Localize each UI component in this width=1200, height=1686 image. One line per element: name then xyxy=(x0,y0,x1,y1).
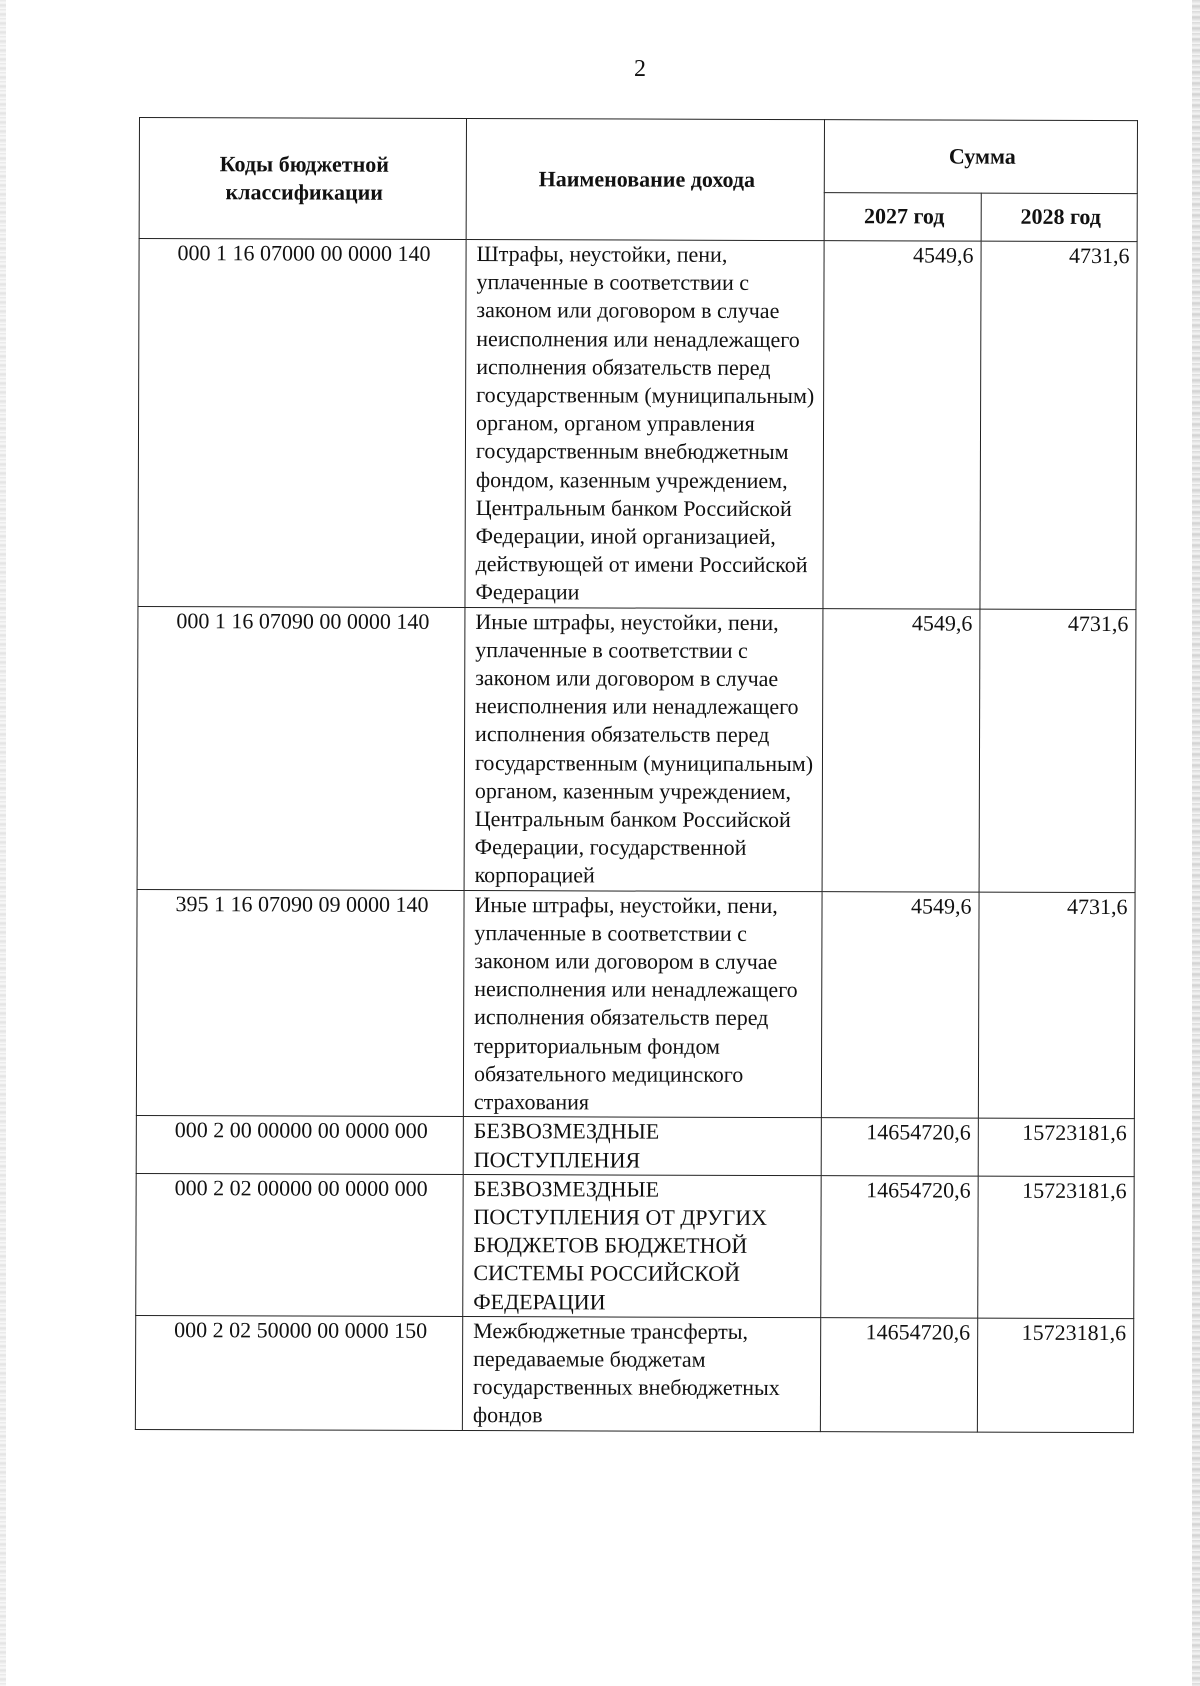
row-name: Иные штрафы, неустойки, пени, уплаченные в соответствии с законом или договором в случае неисполнения или ненадлежащего исполнения обязательств перед государственным (муниципальным) органом, казенным учреждением, Центральным банком Российской Федерации, государственной корпорацией xyxy=(464,607,823,891)
header-name: Наименование дохода xyxy=(466,119,824,241)
header-sum: Сумма xyxy=(824,120,1137,194)
row-sum-2027: 14654720,6 xyxy=(820,1317,977,1431)
table-row xyxy=(136,1173,1134,1318)
row-code: 000 2 02 50000 00 0000 150 xyxy=(135,1315,462,1430)
row-name: Штрафы, неустойки, пени, уплаченные в соответствии с законом или договором в случае неисполнения или ненадлежащего исполнения обязательств перед государственным (муниципальным) органом, органом управления государственным внебюджетным фондом, казенным учреждением, Центральным банком Российской Федерации, иной организацией, действующей от имени Российской Федерации xyxy=(465,240,824,609)
budget-revenue-table xyxy=(135,117,1138,1433)
scan-edge-left xyxy=(0,0,6,1686)
row-name: БЕЗВОЗМЕЗДНЫЕ ПОСТУПЛЕНИЯ ОТ ДРУГИХ БЮДЖЕТОВ БЮДЖЕТНОЙ СИСТЕМЫ РОССИЙСКОЙ ФЕДЕРАЦИИ xyxy=(463,1174,821,1317)
row-sum-2027: 14654720,6 xyxy=(821,1175,978,1318)
scan-edge-right xyxy=(1192,0,1200,1686)
row-sum-2027: 4549,6 xyxy=(822,608,980,892)
row-code: 395 1 16 07090 09 0000 140 xyxy=(136,889,464,1117)
row-name: Иные штрафы, неустойки, пени, уплаченные в соответствии с законом или договором в случае неисполнения или ненадлежащего исполнения обязательств перед территориальным фондом обязательного медицинского страхования xyxy=(463,890,822,1118)
row-code: 000 2 00 00000 00 0000 000 xyxy=(136,1116,463,1174)
row-sum-2027: 14654720,6 xyxy=(821,1118,978,1176)
row-sum-2028: 4731,6 xyxy=(980,241,1137,609)
table-row xyxy=(136,889,1135,1119)
table-row xyxy=(137,606,1136,892)
row-code: 000 1 16 07090 00 0000 140 xyxy=(137,606,465,890)
page-number: 2 xyxy=(634,56,646,82)
row-sum-2028: 4731,6 xyxy=(978,892,1135,1119)
row-name: Межбюджетные трансферты, передаваемые бюджетам государственных внебюджетных фондов xyxy=(462,1316,820,1431)
table-row xyxy=(135,1315,1133,1432)
row-code: 000 1 16 07000 00 0000 140 xyxy=(138,239,466,608)
row-name: БЕЗВОЗМЕЗДНЫЕ ПОСТУПЛЕНИЯ xyxy=(463,1117,821,1176)
header-codes: Коды бюджетной классификации xyxy=(139,118,466,240)
row-sum-2028: 15723181,6 xyxy=(978,1176,1134,1319)
row-code: 000 2 02 00000 00 0000 000 xyxy=(136,1173,463,1316)
row-sum-2027: 4549,6 xyxy=(823,241,981,609)
header-year-2027: 2027 год xyxy=(824,192,981,241)
table-row xyxy=(136,1116,1134,1177)
row-sum-2027: 4549,6 xyxy=(821,891,979,1118)
row-sum-2028: 15723181,6 xyxy=(978,1118,1134,1176)
header-year-2028: 2028 год xyxy=(981,193,1137,242)
row-sum-2028: 15723181,6 xyxy=(977,1318,1133,1432)
table-row xyxy=(138,239,1137,610)
row-sum-2028: 4731,6 xyxy=(979,609,1136,893)
